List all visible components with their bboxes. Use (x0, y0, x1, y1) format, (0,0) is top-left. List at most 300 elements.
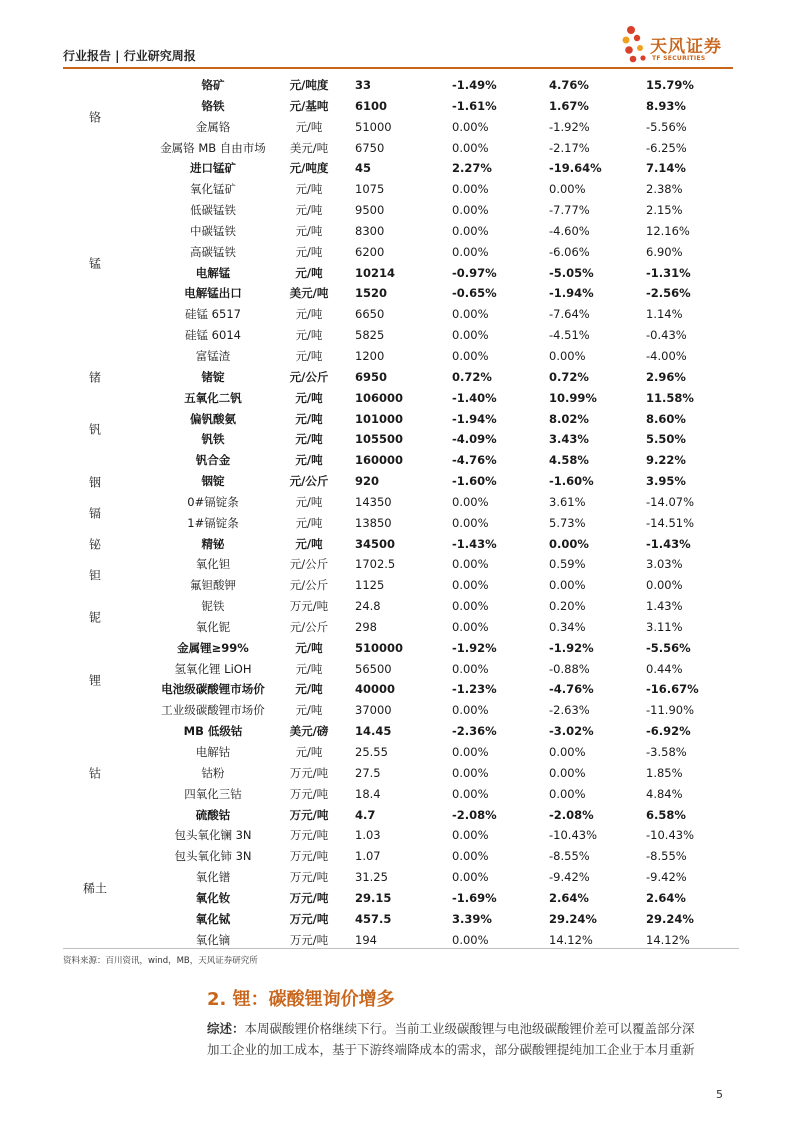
table-row (63, 242, 739, 263)
table-row (63, 158, 739, 179)
unit-cell: 元/吨 (295, 203, 323, 218)
table-row (63, 450, 739, 471)
price-cell: 4.7 (355, 807, 376, 822)
monthly-change-cell: -2.17% (549, 140, 590, 155)
source-note: 资料来源：百川资讯，wind，MB，天风证券研究所 (63, 956, 258, 966)
ytd-change-cell: 6.58% (646, 807, 686, 822)
ytd-change-cell: 2.64% (646, 890, 686, 905)
unit-cell: 元/吨 (295, 494, 323, 509)
ytd-change-cell: -16.67% (646, 682, 699, 697)
price-cell: 6100 (355, 98, 388, 113)
monthly-change-cell: 0.59% (549, 557, 586, 572)
group-label: 钽 (88, 568, 101, 583)
table-row (63, 221, 739, 242)
monthly-change-cell: 5.73% (549, 515, 586, 530)
price-cell: 25.55 (355, 745, 388, 759)
weekly-change-cell: 0.72% (452, 369, 492, 384)
table-row (63, 742, 739, 763)
unit-cell: 万元/吨 (289, 828, 329, 843)
ytd-change-cell: 9.22% (646, 453, 686, 468)
ytd-change-cell: 5.50% (646, 432, 686, 447)
price-cell: 14.45 (355, 724, 392, 739)
commodity-name-cell: 氢氧化锂 LiOH (174, 661, 252, 676)
unit-cell: 元/公斤 (289, 557, 329, 572)
monthly-change-cell: -8.55% (549, 849, 590, 864)
summary-paragraph (207, 1018, 730, 1060)
price-cell: 298 (355, 619, 377, 634)
price-cell: 1520 (355, 286, 388, 301)
summary-lead: 综述： (207, 1021, 245, 1036)
commodity-name-cell: 硅锰 6517 (185, 307, 241, 322)
monthly-change-cell: 0.20% (549, 599, 586, 614)
ytd-change-cell: -6.25% (646, 140, 687, 155)
ytd-change-cell: 3.95% (646, 474, 686, 489)
unit-cell: 万元/吨 (289, 870, 329, 885)
unit-cell: 元/吨 (295, 432, 323, 447)
monthly-change-cell: 29.24% (549, 911, 597, 926)
price-cell: 457.5 (355, 911, 392, 926)
monthly-change-cell: -2.63% (549, 703, 590, 718)
price-cell: 8300 (355, 223, 385, 238)
weekly-change-cell: -1.23% (452, 682, 497, 697)
commodity-name-cell: 氧化铌 (195, 619, 231, 634)
ytd-change-cell: -0.43% (646, 328, 687, 343)
unit-cell: 元/吨度 (289, 161, 329, 176)
table-row (63, 534, 739, 555)
monthly-change-cell: -7.77% (549, 203, 590, 218)
weekly-change-cell: 0.00% (452, 932, 489, 947)
weekly-change-cell: -4.09% (452, 432, 497, 447)
logo-name: 天风证券 (650, 37, 722, 57)
commodity-name-cell: 硫酸钴 (195, 807, 231, 822)
monthly-change-cell: 0.00% (549, 348, 586, 363)
monthly-change-cell: -1.94% (549, 286, 594, 301)
ytd-change-cell: -1.31% (646, 265, 691, 280)
group-label: 钒 (88, 422, 101, 437)
unit-cell: 元/吨 (295, 390, 323, 405)
monthly-change-cell: -7.64% (549, 307, 590, 322)
unit-cell: 元/吨 (295, 703, 323, 718)
weekly-change-cell: 3.39% (452, 911, 492, 926)
commodity-name-cell: 钒铁 (201, 432, 225, 447)
weekly-change-cell: 0.00% (452, 745, 489, 759)
monthly-change-cell: -3.02% (549, 724, 594, 739)
monthly-change-cell: 0.00% (549, 536, 589, 551)
table-row (63, 346, 739, 367)
monthly-change-cell: -6.06% (549, 244, 590, 259)
table-row (63, 304, 739, 325)
commodity-name-cell: 氧化铽 (195, 911, 231, 926)
weekly-change-cell: 0.00% (452, 140, 489, 155)
commodity-name-cell: 工业级碳酸锂市场价 (161, 703, 265, 718)
weekly-change-cell: 0.00% (452, 494, 489, 509)
weekly-change-cell: 0.00% (452, 307, 489, 322)
ytd-change-cell: -14.07% (646, 494, 694, 509)
unit-cell: 元/吨 (295, 411, 323, 426)
unit-cell: 万元/吨 (289, 890, 329, 905)
group-label: 锗 (88, 370, 101, 385)
logo-subtitle: TF SECURITIES (652, 55, 706, 62)
group-label: 锂 (88, 673, 101, 688)
monthly-change-cell: 0.00% (549, 786, 586, 801)
price-cell: 510000 (355, 640, 404, 655)
price-cell: 31.25 (355, 870, 388, 885)
table-row (63, 429, 739, 450)
table-row (63, 867, 739, 888)
commodity-name-cell: 金属锂≥99% (177, 640, 249, 655)
ytd-change-cell: -8.55% (646, 849, 687, 864)
commodity-name-cell: 氧化钕 (195, 890, 231, 905)
ytd-change-cell: 1.43% (646, 599, 683, 614)
table-row (63, 492, 739, 513)
ytd-change-cell: -11.90% (646, 703, 694, 718)
ytd-change-cell: 4.84% (646, 786, 683, 801)
ytd-change-cell: -5.56% (646, 119, 687, 134)
unit-cell: 元/吨 (295, 307, 323, 322)
unit-cell: 元/吨 (295, 536, 323, 551)
weekly-change-cell: 2.27% (452, 161, 492, 176)
weekly-change-cell: -2.08% (452, 807, 497, 822)
ytd-change-cell: 3.11% (646, 619, 683, 634)
weekly-change-cell: 0.00% (452, 203, 489, 218)
monthly-change-cell: 0.00% (549, 182, 586, 197)
table-row (63, 909, 739, 930)
price-cell: 40000 (355, 682, 396, 697)
monthly-change-cell: -9.42% (549, 870, 590, 885)
unit-cell: 美元/吨 (289, 140, 329, 155)
commodity-name-cell: 低碳锰铁 (190, 203, 236, 218)
weekly-change-cell: 0.00% (452, 765, 489, 780)
monthly-change-cell: -4.60% (549, 223, 590, 238)
price-cell: 6750 (355, 140, 385, 155)
price-cell: 1125 (355, 578, 385, 593)
commodity-name-cell: 金属铬 (195, 119, 231, 134)
ytd-change-cell: 7.14% (646, 161, 686, 176)
price-cell: 51000 (355, 119, 392, 134)
price-cell: 9500 (355, 203, 385, 218)
commodity-name-cell: 铟锭 (201, 474, 225, 489)
monthly-change-cell: -1.92% (549, 640, 594, 655)
price-cell: 1075 (355, 182, 385, 197)
monthly-change-cell: 3.43% (549, 432, 589, 447)
price-cell: 13850 (355, 515, 392, 530)
unit-cell: 万元/吨 (289, 786, 329, 801)
commodity-name-cell: 氧化镝 (195, 932, 231, 947)
ytd-change-cell: -6.92% (646, 724, 691, 739)
commodity-name-cell: 进口锰矿 (190, 161, 236, 176)
price-cell: 6200 (355, 244, 385, 259)
weekly-change-cell: 0.00% (452, 119, 489, 134)
ytd-change-cell: 8.60% (646, 411, 686, 426)
unit-cell: 元/公斤 (289, 474, 329, 489)
commodity-name-cell: 高碳锰铁 (190, 244, 236, 259)
monthly-change-cell: -19.64% (549, 161, 602, 176)
group-label: 铟 (88, 475, 101, 490)
section-title: 2. 锂：碳酸锂询价增多 (207, 989, 395, 1010)
commodity-name-cell: 氧化钽 (195, 557, 231, 572)
table-row (63, 138, 739, 159)
commodity-name-cell: 0#镉锭条 (187, 494, 239, 509)
weekly-change-cell: -2.36% (452, 724, 497, 739)
price-cell: 194 (355, 932, 377, 947)
price-cell: 27.5 (355, 765, 381, 780)
monthly-change-cell: 1.67% (549, 98, 589, 113)
weekly-change-cell: -1.43% (452, 536, 497, 551)
price-cell: 24.8 (355, 599, 381, 614)
weekly-change-cell: 0.00% (452, 786, 489, 801)
weekly-change-cell: 0.00% (452, 703, 489, 718)
monthly-change-cell: 14.12% (549, 932, 593, 947)
commodity-name-cell: 钴粉 (201, 765, 225, 780)
table-row (63, 200, 739, 221)
unit-cell: 元/吨 (295, 640, 323, 655)
weekly-change-cell: -1.92% (452, 640, 497, 655)
commodity-name-cell: 四氧化三钴 (184, 786, 242, 801)
unit-cell: 元/吨 (295, 182, 323, 197)
table-row (63, 75, 739, 96)
weekly-change-cell: 0.00% (452, 244, 489, 259)
table-row (63, 96, 739, 117)
monthly-change-cell: -1.60% (549, 474, 594, 489)
table-row (63, 471, 739, 492)
weekly-change-cell: 0.00% (452, 849, 489, 864)
weekly-change-cell: 0.00% (452, 328, 489, 343)
table-row (63, 638, 739, 659)
price-cell: 1.07 (355, 849, 381, 864)
unit-cell: 万元/吨 (289, 765, 329, 780)
weekly-change-cell: -1.40% (452, 390, 497, 405)
monthly-change-cell: 0.72% (549, 369, 589, 384)
price-cell: 6650 (355, 307, 385, 322)
weekly-change-cell: 0.00% (452, 661, 489, 676)
table-bottom-rule (63, 948, 739, 949)
table-row (63, 659, 739, 680)
table-row (63, 700, 739, 721)
commodity-name-cell: 1#镉锭条 (187, 515, 239, 530)
price-cell: 45 (355, 161, 372, 176)
commodity-name-cell: 氟钽酸钾 (190, 578, 236, 593)
ytd-change-cell: 6.90% (646, 244, 683, 259)
summary-line-2: 加工企业的加工成本，基于下游终端降成本的需求，部分碳酸锂提纯加工企业于本月重新 (207, 1042, 695, 1057)
monthly-change-cell: 3.61% (549, 494, 586, 509)
price-cell: 14350 (355, 494, 392, 509)
monthly-change-cell: 4.76% (549, 78, 589, 92)
commodity-name-cell: 电池级碳酸锂市场价 (161, 682, 265, 697)
commodity-name-cell: 精铋 (201, 536, 225, 551)
ytd-change-cell: 2.38% (646, 182, 683, 197)
group-label: 锰 (88, 256, 101, 271)
unit-cell: 元/吨 (295, 453, 323, 468)
ytd-change-cell: 8.93% (646, 98, 686, 113)
table-row (63, 596, 739, 617)
group-label: 稀土 (83, 881, 108, 896)
weekly-change-cell: 0.00% (452, 223, 489, 238)
monthly-change-cell: 2.64% (549, 890, 589, 905)
ytd-change-cell: 29.24% (646, 911, 694, 926)
ytd-change-cell: 1.14% (646, 307, 683, 322)
table-row (63, 846, 739, 867)
unit-cell: 元/吨 (295, 515, 323, 530)
unit-cell: 元/吨 (295, 661, 323, 676)
unit-cell: 元/公斤 (289, 578, 329, 593)
price-cell: 1702.5 (355, 557, 396, 572)
ytd-change-cell: 1.85% (646, 765, 683, 780)
table-row (63, 763, 739, 784)
unit-cell: 元/吨 (295, 265, 323, 280)
page-number: 5 (716, 1088, 723, 1101)
table-row (63, 805, 739, 826)
unit-cell: 元/吨度 (289, 78, 329, 92)
unit-cell: 万元/吨 (289, 849, 329, 864)
table-row (63, 325, 739, 346)
commodity-name-cell: 金属铬 MB 自由市场 (160, 140, 266, 155)
unit-cell: 万元/吨 (289, 932, 329, 947)
ytd-change-cell: -14.51% (646, 515, 694, 530)
ytd-change-cell: 0.00% (646, 578, 683, 593)
table-row (63, 409, 739, 430)
unit-cell: 万元/吨 (289, 599, 329, 614)
monthly-change-cell: -4.51% (549, 328, 590, 343)
price-cell: 1200 (355, 348, 385, 363)
group-label: 铋 (88, 537, 101, 552)
weekly-change-cell: -1.60% (452, 474, 497, 489)
monthly-change-cell: -4.76% (549, 682, 594, 697)
price-cell: 1.03 (355, 828, 381, 843)
weekly-change-cell: -0.65% (452, 286, 497, 301)
price-table (63, 75, 739, 950)
weekly-change-cell: -4.76% (452, 453, 497, 468)
price-cell: 37000 (355, 703, 392, 718)
commodity-name-cell: 锗锭 (201, 369, 225, 384)
table-row (63, 263, 739, 284)
price-cell: 33 (355, 78, 372, 92)
price-cell: 160000 (355, 453, 404, 468)
ytd-change-cell: 14.12% (646, 932, 690, 947)
unit-cell: 元/吨 (295, 328, 323, 343)
unit-cell: 元/吨 (295, 682, 323, 697)
group-label: 钴 (88, 766, 101, 781)
price-cell: 29.15 (355, 890, 392, 905)
weekly-change-cell: 0.00% (452, 870, 489, 885)
monthly-change-cell: -2.08% (549, 807, 594, 822)
table-row (63, 721, 739, 742)
table-row (63, 283, 739, 304)
unit-cell: 元/吨 (295, 119, 323, 134)
unit-cell: 元/吨 (295, 223, 323, 238)
price-cell: 18.4 (355, 786, 381, 801)
ytd-change-cell: -5.56% (646, 640, 691, 655)
unit-cell: 美元/磅 (289, 724, 329, 739)
summary-line-1 (207, 1018, 730, 1039)
unit-cell: 元/公斤 (289, 369, 329, 384)
commodity-name-cell: 氧化镨 (195, 870, 231, 885)
table-row (63, 575, 739, 596)
monthly-change-cell: 0.34% (549, 619, 586, 634)
unit-cell: 万元/吨 (289, 807, 329, 822)
table-row (63, 784, 739, 805)
ytd-change-cell: 12.16% (646, 223, 690, 238)
price-cell: 920 (355, 474, 380, 489)
table-row (63, 367, 739, 388)
price-cell: 34500 (355, 536, 396, 551)
monthly-change-cell: 4.58% (549, 453, 589, 468)
weekly-change-cell: 0.00% (452, 557, 489, 572)
unit-cell: 万元/吨 (289, 911, 329, 926)
monthly-change-cell: -10.43% (549, 828, 597, 843)
unit-cell: 元/吨 (295, 745, 323, 759)
weekly-change-cell: -1.61% (452, 98, 497, 113)
price-cell: 5825 (355, 328, 385, 343)
commodity-name-cell: 铬矿 (201, 78, 225, 92)
ytd-change-cell: 11.58% (646, 390, 694, 405)
ytd-change-cell: -1.43% (646, 536, 691, 551)
price-cell: 101000 (355, 411, 404, 426)
price-cell: 105500 (355, 432, 404, 447)
unit-cell: 元/吨 (295, 348, 323, 363)
commodity-name-cell: 铌铁 (201, 599, 225, 614)
ytd-change-cell: -3.58% (646, 745, 687, 759)
commodity-name-cell: 铬铁 (201, 98, 225, 113)
ytd-change-cell: 15.79% (646, 78, 694, 92)
commodity-name-cell: 钒合金 (195, 453, 231, 468)
ytd-change-cell: 2.96% (646, 369, 686, 384)
commodity-name-cell: 富锰渣 (195, 348, 231, 363)
unit-cell: 美元/吨 (289, 286, 329, 301)
price-cell: 6950 (355, 369, 388, 384)
ytd-change-cell: 0.44% (646, 661, 683, 676)
commodity-name-cell: 五氧化二钒 (184, 390, 242, 405)
unit-cell: 元/公斤 (289, 619, 329, 634)
weekly-change-cell: 0.00% (452, 578, 489, 593)
monthly-change-cell: -0.88% (549, 661, 590, 676)
ytd-change-cell: -10.43% (646, 828, 694, 843)
table-row (63, 554, 739, 575)
ytd-change-cell: 2.15% (646, 203, 683, 218)
commodity-name-cell: 包头氧化铈 3N (174, 849, 252, 864)
ytd-change-cell: -2.56% (646, 286, 691, 301)
weekly-change-cell: 0.00% (452, 828, 489, 843)
price-cell: 56500 (355, 661, 392, 676)
commodity-name-cell: 中碳锰铁 (190, 223, 236, 238)
commodity-name-cell: 电解钴 (195, 745, 231, 759)
commodity-name-cell: 包头氧化镧 3N (174, 828, 252, 843)
table-row (63, 888, 739, 909)
weekly-change-cell: -1.94% (452, 411, 497, 426)
group-label: 镉 (88, 506, 101, 521)
monthly-change-cell: 10.99% (549, 390, 597, 405)
header-divider (63, 67, 733, 69)
table-row (63, 825, 739, 846)
commodity-name-cell: 氧化锰矿 (190, 182, 236, 197)
unit-cell: 元/吨 (295, 244, 323, 259)
monthly-change-cell: -1.92% (549, 119, 590, 134)
weekly-change-cell: -1.69% (452, 890, 497, 905)
commodity-name-cell: 硅锰 6014 (185, 328, 241, 343)
weekly-change-cell: -1.49% (452, 78, 497, 92)
group-label: 铬 (88, 110, 101, 125)
table-row (63, 388, 739, 409)
monthly-change-cell: 0.00% (549, 578, 586, 593)
monthly-change-cell: 0.00% (549, 765, 586, 780)
price-cell: 10214 (355, 265, 396, 280)
price-cell: 106000 (355, 390, 404, 405)
weekly-change-cell: -0.97% (452, 265, 497, 280)
monthly-change-cell: 0.00% (549, 745, 586, 759)
group-label: 铌 (88, 610, 101, 625)
weekly-change-cell: 0.00% (452, 182, 489, 197)
weekly-change-cell: 0.00% (452, 348, 489, 363)
table-row (63, 679, 739, 700)
